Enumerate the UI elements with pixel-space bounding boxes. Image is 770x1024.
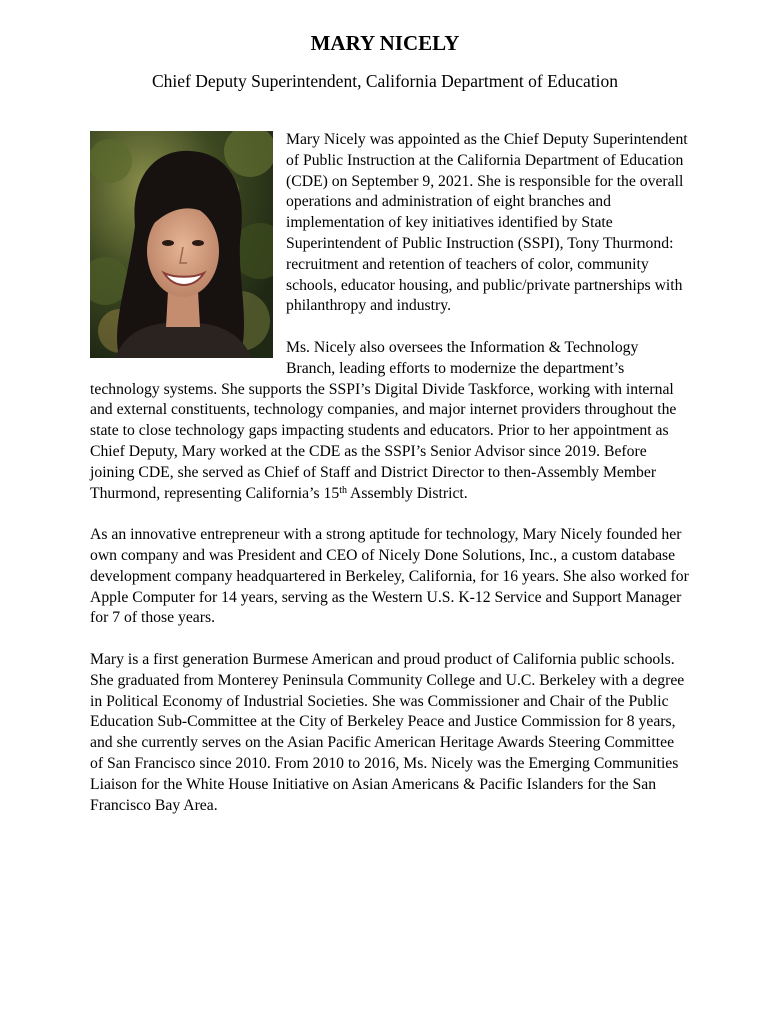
biography-text xyxy=(90,130,690,837)
bio-paragraph-3: As an innovative entrepreneur with a strong aptitude for technology, Mary Nicely founded her own company and was President and CEO of Nicely Done Solutions, Inc., a custom database development company headquartered in Berkeley, California, for 16 years. She also worked for Apple Computer for 14 years, serving as the Western U.S. K-12 Service and Support Manager for 7 of those years. xyxy=(90,526,689,627)
bio-paragraph-2: Ms. Nicely also oversees the Information & Technology Branch, leading efforts to modernize the department’s technology systems. She supports the SSPI’s Digital Divide Taskforce, working with internal and external constituents, technology companies, and major internet providers throughout the state to close technology gaps impacting students and educators. Prior to her appointment as Chief Deputy, Mary worked at the CDE as the SSPI’s Senior Advisor since 2019. Before joining CDE, she served as Chief of Staff and District Director to then-Assembly Member Thurmond, representing California’s 15th Assembly District. xyxy=(90,338,677,502)
person-title: Chief Deputy Superintendent, California Department of Education xyxy=(151,71,619,91)
bio-paragraph-4: Mary is a first generation Burmese American and proud product of California public schools. She graduated from Monterey Peninsula Community College and U.C. Berkeley with a degree in Political Economy of Industrial Societies. She was Commissioner and Chair of the Public Education Sub-Committee at the City of Berkeley Peace and Justice Commission for 8 years, and she currently serves on the Asian Pacific American Heritage Awards Steering Committee of San Francisco since 2010. From 2010 to 2016, Ms. Nicely was the Emerging Communities Liaison for the White House Initiative on Asian Americans & Pacific Islanders for the San Francisco Bay Area. xyxy=(90,650,685,814)
person-name: MARY NICELY xyxy=(310,31,460,55)
bio-paragraph-1: Mary Nicely was appointed as the Chief Deputy Superintendent of Public Instruction at the California Department of Education (CDE) on September 9, 2021. She is responsible for the overall operations and administration of eight branches and implementation of key initiatives identified by State Superintendent of Public Instruction (SSPI), Tony Thurmond: recruitment and retention of teachers of color, community schools, educator housing, and public/private partnerships with philanthropy and industry. xyxy=(286,131,688,315)
